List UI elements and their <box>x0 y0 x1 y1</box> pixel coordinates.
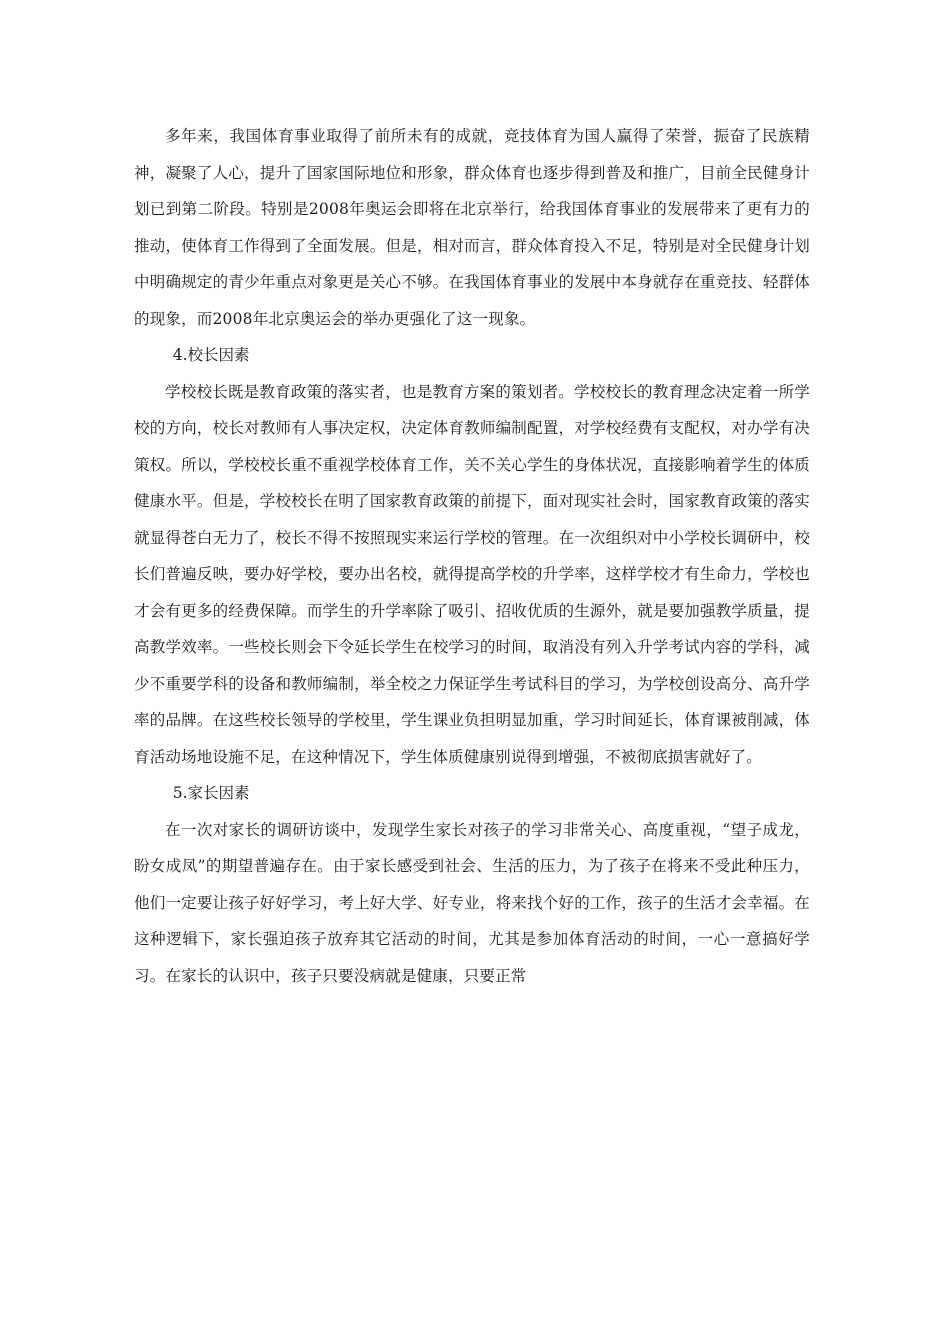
paragraph-sports-development: 多年来，我国体育事业取得了前所未有的成就，竞技体育为国人赢得了荣誉，振奋了民族精神，凝聚了人心，提升了国家国际地位和形象，群众体育也逐步得到普及和推广，目前全民健身计划已到第二阶段。特别是2008年奥运会即将在北京举行，给我国体育事业的发展带来了更有力的推动，使体育工作得到了全面发展。但是，相对而言，群众体育投入不足，特别是对全民健身计划中明确规定的青少年重点对象更是关心不够。在我国体育事业的发展中本身就存在重竞技、轻群体的现象，而2008年北京奥运会的举办更强化了这一现象。 <box>134 127 810 328</box>
section-heading-parent-factors: 5.家长因素 <box>172 784 250 802</box>
paragraph-parent-factors: 在一次对家长的调研访谈中，发现学生家长对孩子的学习非常关心、高度重视，“望子成龙，盼女成凤”的期望普遍存在。由于家长感受到社会、生活的压力，为了孩子在将来不受此种压力，他们一定要让孩子好好学习，考上好大学、好专业，将来找个好的工作，孩子的生活才会幸福。在这种逻辑下，家长强迫孩子放弃其它活动的时间，尤其是参加体育活动的时间，一心一意搞好学习。在家长的认识中，孩子只要没病就是健康，只要正常 <box>134 820 810 985</box>
paragraph-principal-factors: 学校校长既是教育政策的落实者，也是教育方案的策划者。学校校长的教育理念决定着一所学校的方向，校长对教师有人事决定权，决定体育教师编制配置，对学校经费有支配权，对办学有决策权。所以，学校校长重不重视学校体育工作，关不关心学生的身体状况，直接影响着学生的体质健康水平。但是，学校校长在明了国家教育政策的前提下，面对现实社会时，国家教育政策的落实就显得苍白无力了，校长不得不按照现实来运行学校的管理。在一次组织对中小学校长调研中，校长们普遍反映，要办好学校，要办出名校，就得提高学校的升学率，这样学校才有生命力，学校也才会有更多的经费保障。而学生的升学率除了吸引、招收优质的生源外，就是要加强教学质量，提高教学效率。一些校长则会下令延长学生在校学习的时间，取消没有列入升学考试内容的学科，减少不重要学科的设备和教师编制，举全校之力保证学生考试科目的学习，为学校创设高分、高升学率的品牌。在这些校长领导的学校里，学生课业负担明显加重，学习时间延长，体育课被削减，体育活动场地设施不足，在这种情况下，学生体质健康别说得到增强，不被彻底损害就好了。 <box>134 382 810 766</box>
section-heading-principal-factors: 4.校长因素 <box>172 346 250 364</box>
document-page <box>134 118 810 994</box>
